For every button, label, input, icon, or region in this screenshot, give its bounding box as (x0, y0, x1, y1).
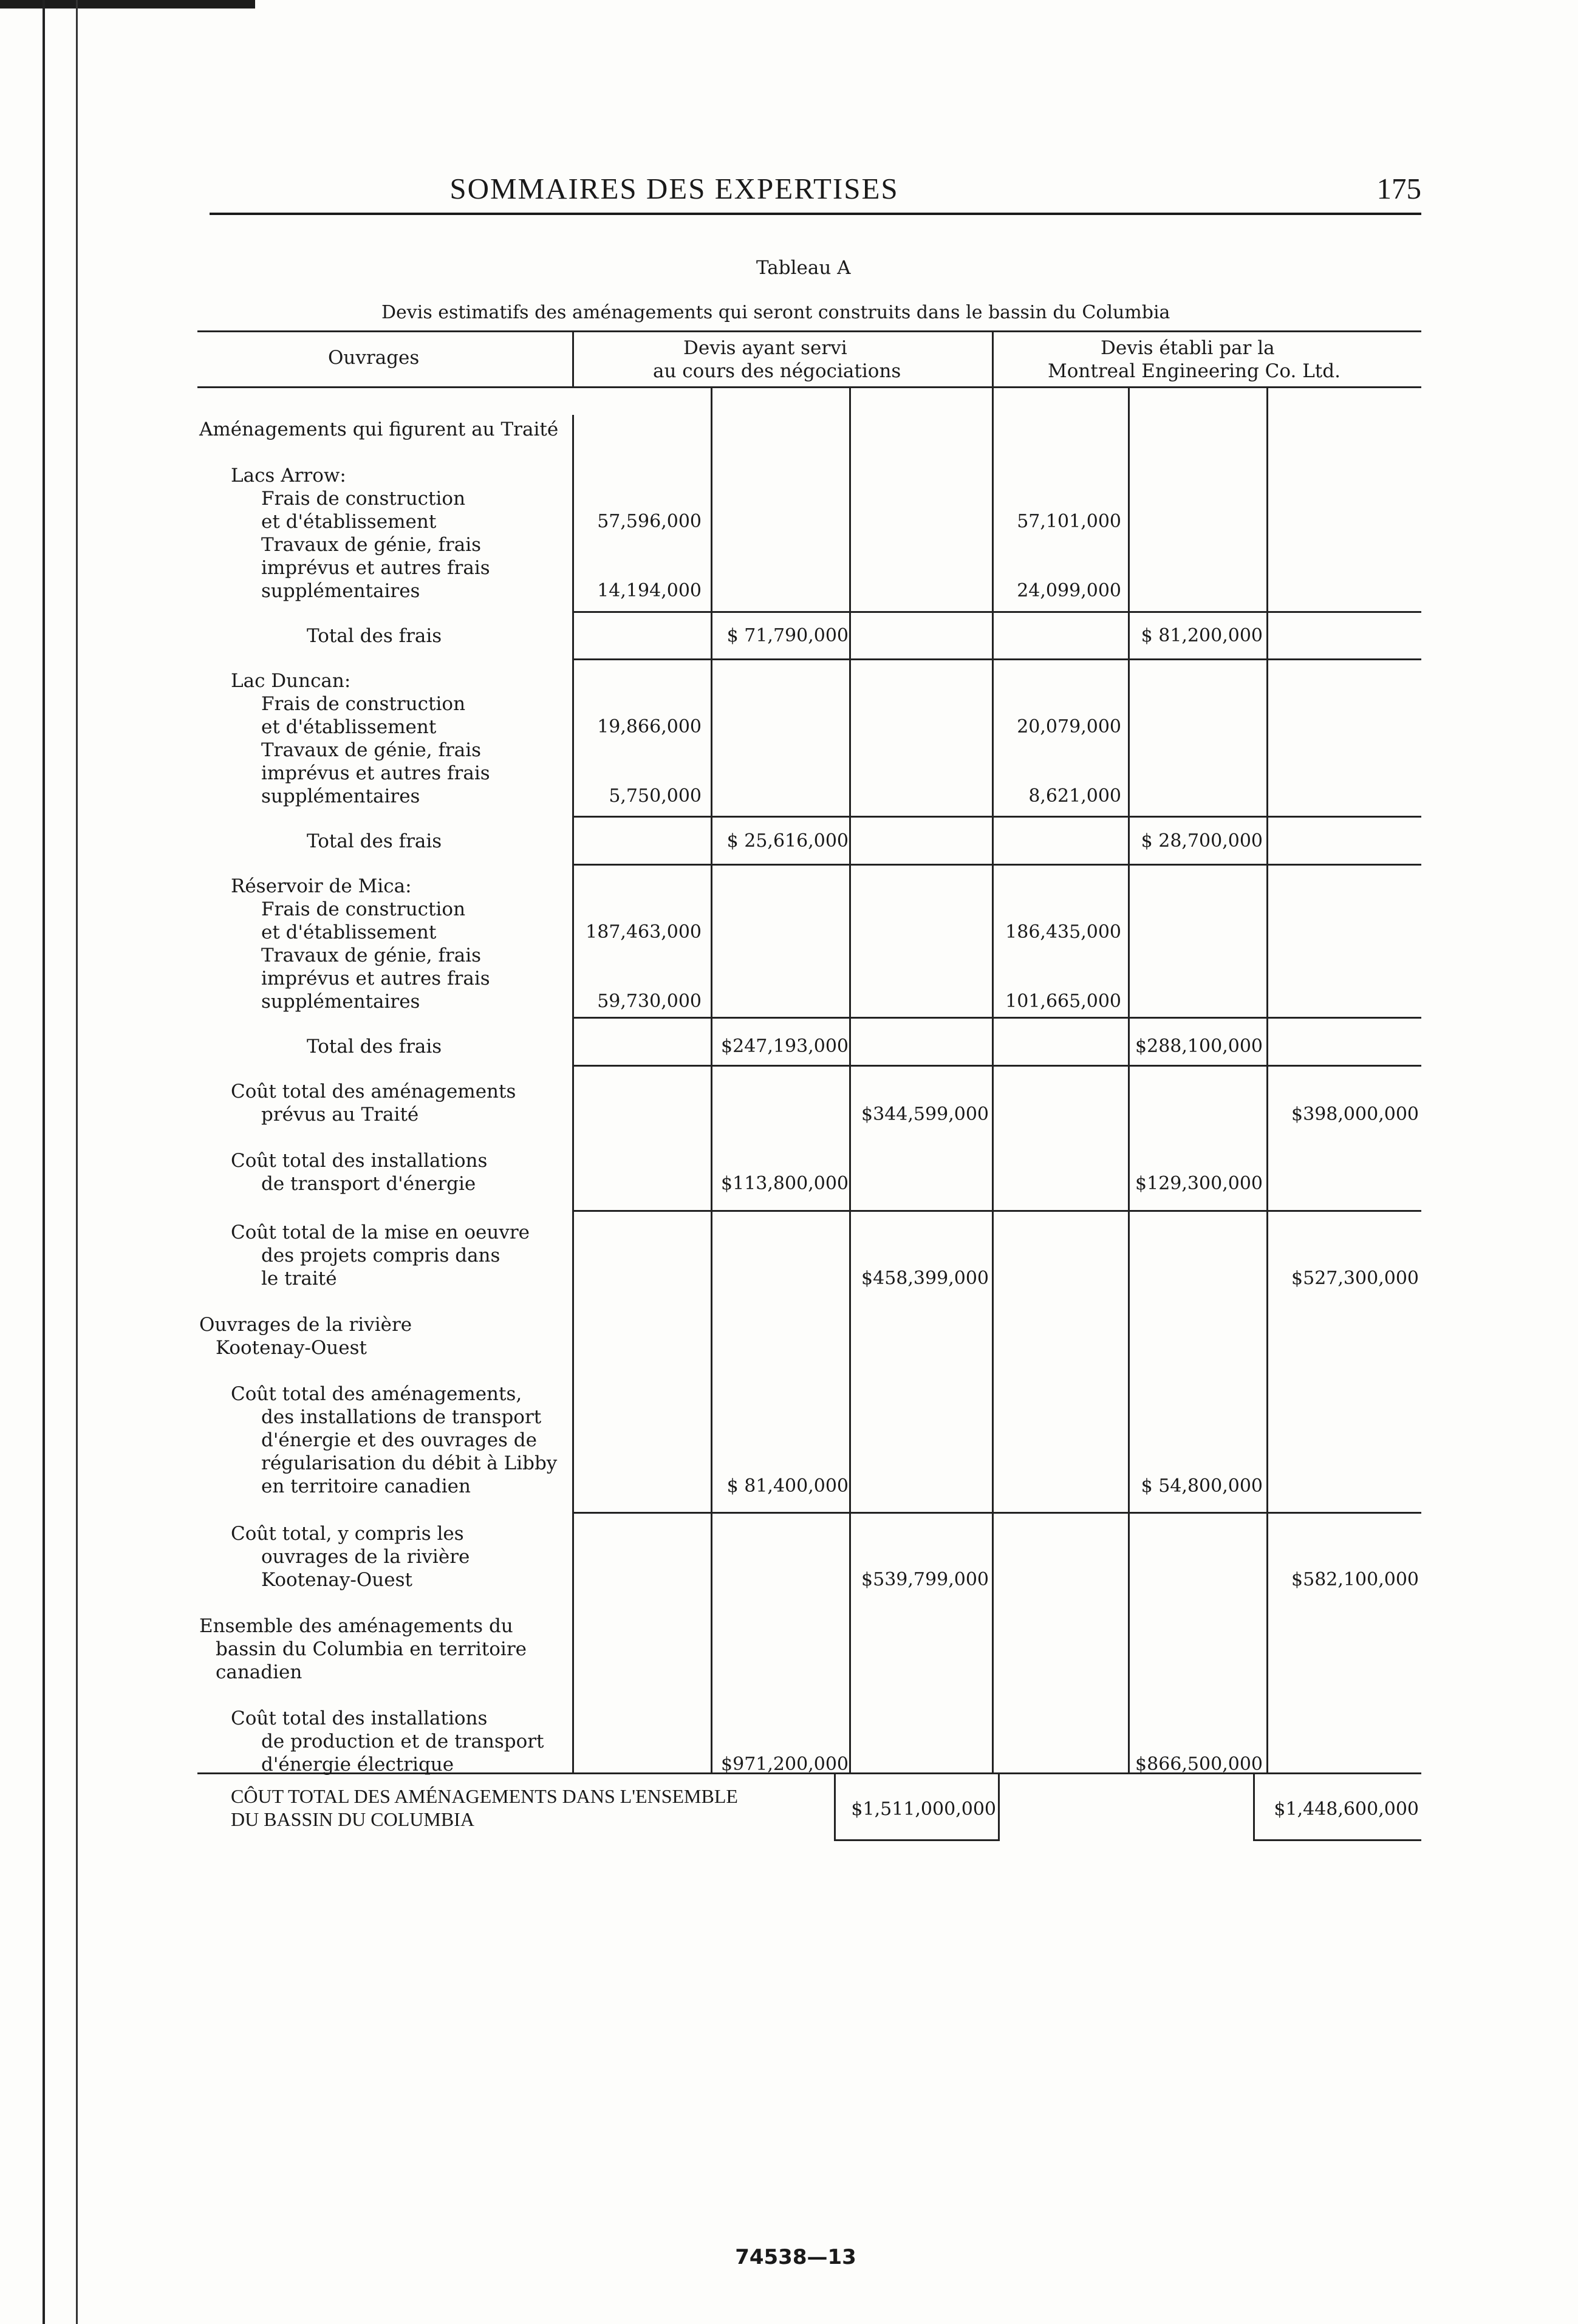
total-label: Total des frais (307, 1036, 442, 1058)
row-label: le traité (261, 1268, 337, 1290)
column-rule (711, 386, 712, 1772)
binding-edge (43, 0, 78, 2324)
value-cell: $288,100,000 (1135, 1036, 1263, 1057)
row-label: Coût total de la mise en oeuvre (231, 1222, 530, 1243)
row-rule (572, 611, 1421, 613)
value-cell: $398,000,000 (1291, 1104, 1419, 1125)
value-cell: 187,463,000 (586, 921, 702, 943)
row-rule (572, 1017, 1421, 1019)
header-divider (992, 330, 994, 388)
total-box-rule (998, 1772, 1000, 1840)
value-cell: $ 71,790,000 (726, 625, 849, 646)
value-cell: $ 54,800,000 (1141, 1475, 1263, 1497)
row-label: Frais de construction (261, 693, 466, 715)
running-title: SOMMAIRES DES EXPERTISES (449, 172, 899, 205)
row-label: Travaux de génie, frais (261, 739, 482, 761)
row-label: ouvrages de la rivière (261, 1546, 470, 1568)
row-label: et d'établissement (261, 716, 437, 738)
row-label: Coût total, y compris les (231, 1523, 464, 1545)
row-label: Coût total des aménagements, (231, 1383, 522, 1405)
column-rule (1266, 386, 1268, 1772)
total-box-rule (834, 1772, 836, 1840)
value-cell: $866,500,000 (1135, 1754, 1263, 1775)
row-rule (572, 1512, 1421, 1514)
row-label: Travaux de génie, frais (261, 534, 482, 556)
total-box-rule (834, 1839, 1000, 1841)
row-rule (572, 658, 1421, 660)
value-cell: $527,300,000 (1291, 1268, 1419, 1289)
row-label: imprévus et autres frais (261, 557, 490, 579)
value-cell: $247,193,000 (721, 1036, 849, 1057)
row-label: de production et de transport (261, 1731, 544, 1752)
grand-total-negotiation: $1,511,000,000 (851, 1799, 996, 1820)
table-header-rule (197, 386, 1421, 388)
row-label: régularisation du débit à Libby (261, 1452, 558, 1474)
section-heading: Ouvrages de la rivière (199, 1314, 412, 1336)
column-rule (1128, 386, 1130, 1772)
total-box-rule (1253, 1839, 1421, 1841)
value-cell: $ 28,700,000 (1141, 830, 1263, 852)
table-top-rule (197, 330, 1421, 332)
value-cell: 101,665,000 (1005, 991, 1121, 1012)
section-heading: bassin du Columbia en territoire (216, 1638, 527, 1660)
page-number: 175 (1376, 172, 1421, 205)
value-cell: 59,730,000 (597, 991, 702, 1012)
value-cell: $458,399,000 (861, 1268, 989, 1289)
value-cell: $971,200,000 (721, 1754, 849, 1775)
project-name: Réservoir de Mica: (231, 875, 412, 897)
row-rule (572, 1065, 1421, 1067)
header-rule (210, 213, 1421, 215)
table-label: Tableau A (756, 257, 851, 279)
column-header-montreal: Montreal Engineering Co. Ltd. (1048, 360, 1341, 382)
row-label: Kootenay-Ouest (261, 1569, 412, 1591)
value-cell: $ 81,400,000 (726, 1475, 849, 1497)
row-label: imprévus et autres frais (261, 762, 490, 784)
row-label: Frais de construction (261, 488, 466, 510)
total-label: Total des frais (307, 625, 442, 647)
section-heading: canadien (216, 1661, 302, 1683)
value-cell: $344,599,000 (861, 1104, 989, 1125)
row-label: supplémentaires (261, 580, 420, 602)
row-label: Coût total des aménagements (231, 1081, 516, 1102)
row-label: de transport d'énergie (261, 1173, 476, 1195)
value-cell: 57,596,000 (597, 511, 702, 532)
value-cell: 186,435,000 (1005, 921, 1121, 943)
section-heading: Kootenay-Ouest (216, 1337, 367, 1359)
table-caption: Devis estimatifs des aménagements qui seront construits dans le bassin du Columbia (381, 302, 1170, 323)
row-label: des installations de transport (261, 1406, 542, 1428)
column-header-negotiation: Devis ayant servi (683, 337, 847, 359)
row-label: supplémentaires (261, 785, 420, 807)
row-rule (572, 1210, 1421, 1212)
row-rule (572, 816, 1421, 818)
grand-total-label: CÔUT TOTAL DES AMÉNAGEMENTS DANS L'ENSEMBLE (231, 1785, 738, 1807)
project-name: Lac Duncan: (231, 670, 351, 692)
value-cell: $539,799,000 (861, 1569, 989, 1590)
value-cell: $ 25,616,000 (726, 830, 849, 852)
section-heading: Aménagements qui figurent au Traité (199, 419, 559, 440)
value-cell: $113,800,000 (721, 1173, 849, 1194)
row-label: Coût total des installations (231, 1150, 488, 1172)
row-label: en territoire canadien (261, 1475, 471, 1497)
row-label: supplémentaires (261, 991, 420, 1013)
row-label: d'énergie et des ouvrages de (261, 1429, 537, 1451)
project-name: Lacs Arrow: (231, 465, 346, 487)
row-label: prévus au Traité (261, 1104, 419, 1126)
column-rule (849, 386, 851, 1772)
scan-edge-bar (0, 0, 255, 9)
header-divider (572, 330, 574, 388)
value-cell: 5,750,000 (609, 785, 702, 807)
row-label: des projets compris dans (261, 1245, 500, 1266)
value-cell: 57,101,000 (1017, 511, 1121, 532)
row-label: et d'établissement (261, 921, 437, 943)
value-cell: 19,866,000 (597, 716, 702, 737)
value-cell: 8,621,000 (1028, 785, 1121, 807)
value-cell: $129,300,000 (1135, 1173, 1263, 1194)
column-header-negotiation: au cours des négociations (653, 360, 901, 382)
row-label: et d'établissement (261, 511, 437, 533)
grand-total-montreal: $1,448,600,000 (1274, 1799, 1419, 1820)
row-label: Coût total des installations (231, 1707, 488, 1729)
section-heading: Ensemble des aménagements du (199, 1615, 513, 1637)
value-cell: 14,194,000 (597, 580, 702, 601)
grand-total-label: DU BASSIN DU COLUMBIA (231, 1808, 474, 1830)
column-rule (572, 415, 574, 1772)
row-label: Travaux de génie, frais (261, 945, 482, 966)
value-cell: $582,100,000 (1291, 1569, 1419, 1590)
value-cell: $ 81,200,000 (1141, 625, 1263, 646)
row-label: imprévus et autres frais (261, 968, 490, 989)
total-label: Total des frais (307, 830, 442, 852)
column-header-ouvrages: Ouvrages (328, 347, 420, 369)
column-header-montreal: Devis établi par la (1101, 337, 1275, 359)
value-cell: 24,099,000 (1017, 580, 1121, 601)
printer-signature: 74538—13 (735, 2245, 856, 2269)
row-label: Frais de construction (261, 898, 466, 920)
value-cell: 20,079,000 (1017, 716, 1121, 737)
row-label: d'énergie électrique (261, 1754, 454, 1775)
row-rule (572, 864, 1421, 866)
